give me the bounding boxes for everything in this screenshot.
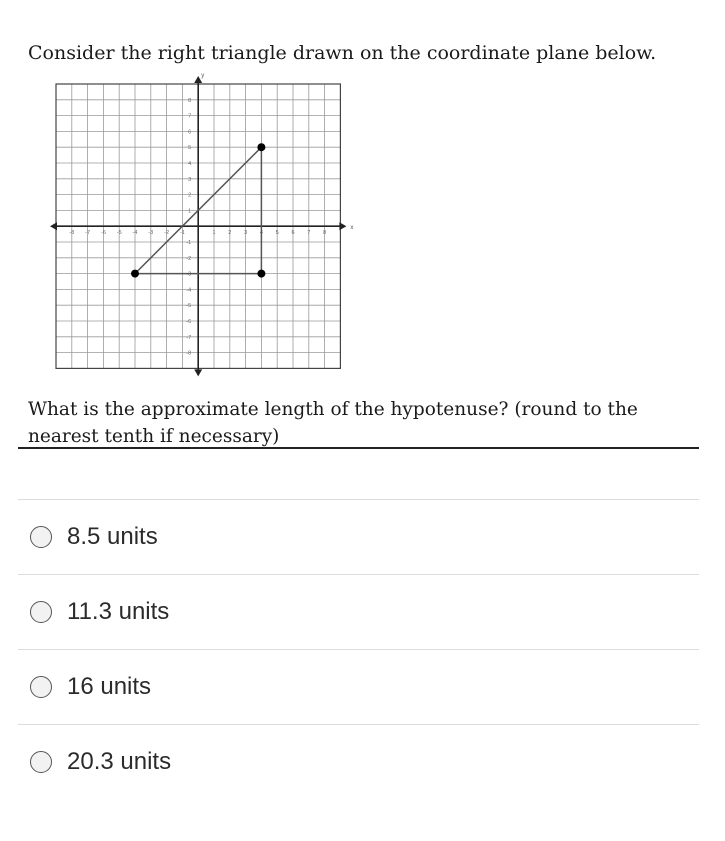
triangle-vertex [131,270,139,278]
x-tick-label: 5 [275,230,279,237]
x-axis-arrow-left [50,222,57,230]
y-tick-label: -2 [186,255,192,262]
x-tick-label: -1 [179,230,185,237]
y-axis-arrow-bottom [194,369,202,376]
y-tick-label: -7 [186,334,192,341]
answer-options [18,499,699,799]
x-tick-label: -4 [132,230,138,237]
x-tick-label: -8 [69,230,75,237]
answer-option-1[interactable] [18,499,699,574]
answer-option-3[interactable] [18,649,699,724]
question-divider [18,447,699,449]
y-tick-label: -6 [186,319,192,325]
y-tick-label: 7 [188,113,192,120]
y-axis-label: y [201,73,205,79]
radio-icon[interactable] [30,526,52,548]
x-tick-label: -5 [116,230,122,237]
answer-option-label: 11.3 units [67,598,170,625]
x-tick-label: -7 [85,230,91,237]
y-tick-label: 6 [188,129,192,136]
x-tick-label: 7 [307,230,311,237]
answer-option-4[interactable] [18,724,699,799]
x-tick-label: 3 [244,230,248,237]
x-axis-label: x [350,225,354,232]
y-tick-label: -5 [186,303,192,310]
answer-option-label: 16 units [67,673,152,700]
radio-icon[interactable] [30,676,52,698]
question-prompt: Consider the right triangle drawn on the coordinate plane below. [28,42,657,64]
y-tick-label: 4 [188,161,192,167]
radio-icon[interactable] [30,751,52,773]
y-tick-label: -4 [186,287,192,294]
answer-option-label: 8.5 units [67,523,158,550]
y-tick-label: -8 [186,350,192,357]
x-tick-label: -3 [148,230,154,237]
y-tick-label: 3 [188,176,192,183]
coordinate-plane [52,72,352,372]
y-tick-label: 5 [188,145,192,152]
x-tick-label: 2 [228,230,232,237]
x-axis-arrow-right [339,222,346,230]
y-tick-label: 1 [188,208,192,215]
x-tick-label: 8 [323,230,327,237]
y-tick-label: -3 [186,271,192,278]
triangle-vertex [257,143,265,151]
x-tick-label: -2 [164,230,170,237]
question-text: What is the approximate length of the hypotenuse? (round to the nearest tenth if necessary) [28,399,638,447]
radio-icon[interactable] [30,601,52,623]
x-tick-label: -6 [100,230,106,237]
y-tick-label: 8 [188,97,192,104]
y-tick-label: 2 [188,192,192,199]
x-tick-label: 1 [212,230,216,237]
triangle-vertex [257,270,265,278]
coordinate-plane-figure [52,72,352,372]
x-tick-label: 4 [259,230,263,237]
x-tick-label: 6 [291,230,295,237]
answer-option-2[interactable] [18,574,699,649]
y-tick-label: -1 [186,240,192,246]
answer-option-label: 20.3 units [67,748,172,775]
